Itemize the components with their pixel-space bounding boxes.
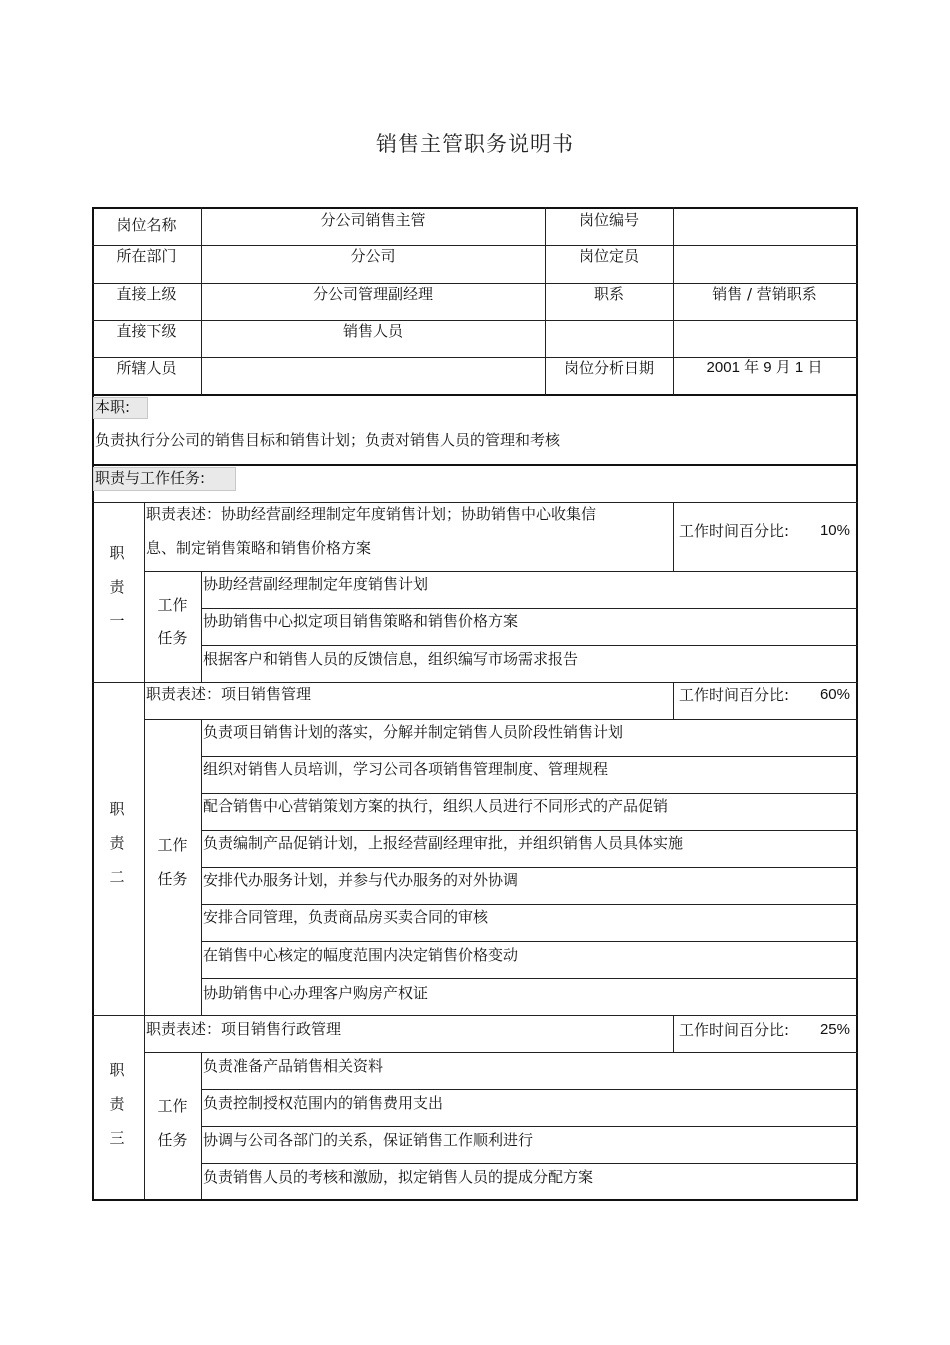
duty-3-task-label-2: 任务	[157, 1131, 188, 1149]
label-analysis-date: 岗位分析日期	[563, 359, 654, 377]
duties-header: 职责与工作任务:	[95, 469, 206, 487]
page-title: 销售主管职务说明书	[376, 132, 574, 156]
label-position-name: 岗位名称	[116, 216, 177, 234]
label-staff: 所辖人员	[116, 359, 177, 377]
duty-1-task-2: 协助销售中心拟定项目销售策略和销售价格方案	[203, 612, 519, 630]
value-department: 分公司	[350, 247, 396, 265]
duty-2-time-label: 工作时间百分比:	[679, 686, 790, 704]
duty-2-time-pct: 60%	[819, 686, 850, 703]
duty-2-task-label-1: 工作	[157, 836, 188, 854]
duty-2-task-label-2: 任务	[157, 870, 188, 888]
duty-3-task-4: 负责销售人员的考核和激励，拟定销售人员的提成分配方案	[203, 1168, 594, 1186]
duty-2-task-2: 组织对销售人员培训，学习公司各项销售管理制度、管理规程	[203, 760, 609, 778]
duty-2-task-1: 负责项目销售计划的落实，分解并制定销售人员阶段性销售计划	[203, 723, 624, 741]
duty-2-task-7: 在销售中心核定的幅度范围内决定销售价格变动	[203, 946, 519, 964]
duty-2-name-char-2: 责	[109, 834, 125, 852]
duty-3-time-label: 工作时间百分比:	[679, 1021, 790, 1039]
label-job-family: 职系	[593, 285, 624, 303]
duty-3-time-pct: 25%	[819, 1021, 850, 1038]
duty-3-task-3: 协调与公司各部门的关系，保证销售工作顺利进行	[203, 1131, 534, 1149]
duty-3-task-label-1: 工作	[157, 1097, 188, 1115]
duty-1-name-char-2: 责	[109, 578, 125, 596]
duty-1-statement-line-2: 息、制定销售策略和销售价格方案	[146, 539, 372, 557]
value-job-family: 销售 / 营销职系	[712, 285, 817, 303]
duty-1-statement-line-1: 职责表述：协助经营副经理制定年度销售计划；协助销售中心收集信	[146, 505, 597, 523]
duty-3-task-1: 负责准备产品销售相关资料	[203, 1057, 384, 1075]
label-department: 所在部门	[116, 247, 177, 265]
value-subordinates: 销售人员	[342, 322, 403, 340]
duty-1-task-label-1: 工作	[157, 596, 188, 614]
duty-3-task-2: 负责控制授权范围内的销售费用支出	[203, 1094, 444, 1112]
duty-1-name-char-1: 职	[109, 544, 125, 562]
duty-2-task-6: 安排合同管理，负责商品房买卖合同的审核	[203, 908, 489, 926]
duty-1-task-1: 协助经营副经理制定年度销售计划	[203, 575, 429, 593]
value-analysis-date: 2001 年 9 月 1 日	[706, 359, 823, 376]
duty-2-statement: 职责表述：项目销售管理	[146, 685, 312, 703]
duty-2-name-char-3: 二	[109, 868, 125, 886]
duty-1-task-label-2: 任务	[157, 629, 188, 647]
value-supervisor: 分公司管理副经理	[312, 285, 433, 303]
value-position-name: 分公司销售主管	[320, 211, 426, 229]
duty-1-time-label: 工作时间百分比:	[679, 522, 790, 540]
duty-2-task-4: 负责编制产品促销计划，上报经营副经理审批，并组织销售人员具体实施	[203, 834, 684, 852]
duty-3-name-char-2: 责	[109, 1095, 125, 1113]
duty-2-task-3: 配合销售中心营销策划方案的执行，组织人员进行不同形式的产品促销	[203, 797, 669, 815]
duty-3-name-char-3: 三	[109, 1129, 125, 1147]
duty-2-task-5: 安排代办服务计划，并参与代办服务的对外协调	[203, 871, 519, 889]
summary-label: 本职:	[95, 398, 131, 416]
duty-3-name-char-1: 职	[109, 1061, 125, 1079]
duty-3-statement: 职责表述：项目销售行政管理	[146, 1020, 342, 1038]
duty-2-task-8: 协助销售中心办理客户购房产权证	[203, 984, 429, 1002]
label-subordinates: 直接下级	[116, 322, 177, 340]
duty-1-name-char-3: 一	[109, 612, 125, 630]
duty-1-time-pct: 10%	[819, 522, 850, 539]
duty-2-name-char-1: 职	[109, 800, 125, 818]
label-position-id: 岗位编号	[578, 211, 639, 229]
duty-1-task-3: 根据客户和销售人员的反馈信息，组织编写市场需求报告	[203, 650, 579, 668]
label-headcount: 岗位定员	[578, 247, 639, 265]
summary-text: 负责执行分公司的销售目标和销售计划；负责对销售人员的管理和考核	[95, 431, 561, 449]
label-supervisor: 直接上级	[116, 285, 177, 303]
